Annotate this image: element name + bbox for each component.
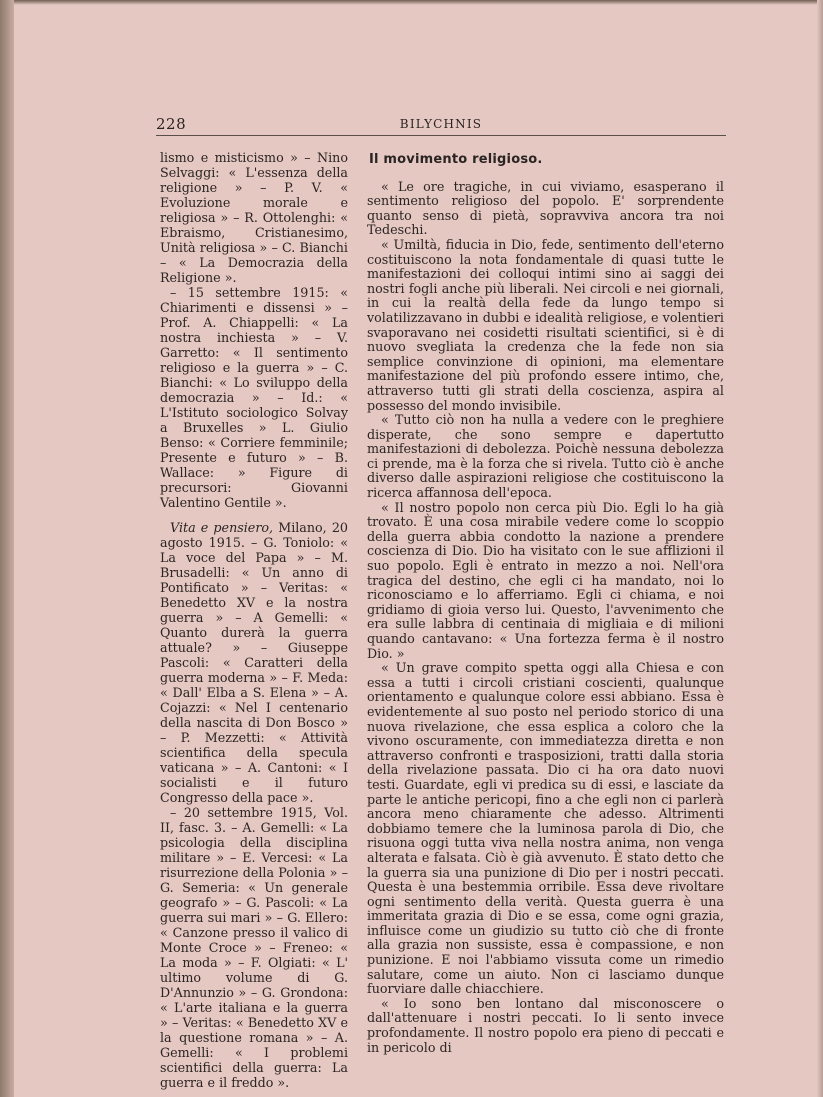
section-title: Il movimento religioso. [369,152,543,167]
header-rule [156,135,726,136]
running-title: BILYCHNIS [399,117,483,131]
right-paragraph: « Il nostro popolo non cerca più Dio. Egli lo ha già trovato. È una cosa mirabile vedere come lo scoppio della guerra abbia condotto la nazione a prendere coscienza di Dio. Dio ha visitato con le sue afflizioni il suo popolo. Egli è entrato in mezzo a noi. Nell'ora tragica del destino, che egli ci ha mandato, noi lo riconosciamo e lo afferriamo. Egli ci chiama, e noi gridiamo di gioia verso lui. Questo, l'avvenimento che era sulle labbra di centinaia di migliaia e di milioni quando cantavano: « Una fortezza ferma è il nostro Dio. » [367,499,724,661]
running-header [156,115,726,135]
left-paragraph-4: – 20 settembre 1915, Vol. II, fasc. 3. – A. Gemelli: « La psicologia della disciplina militare » – E. Vercesi: « La risurrezione della Polonia » – G. Semeria: « Un generale geografo » – G. Pascoli: « La guerra sui mari » – G. Ellero: « Canzone presso il valico di Monte Croce » – Freneo: « La moda » – F. Olgiati: « L' ultimo volume di G. D'Annunzio » – G. Grondona: « L'arte italiana e la guerra » – Veritas: « Benedetto XV e la questione romana » – A. Gemelli: « I problemi scientifici della guerra: La guerra e il freddo ». [160,805,348,1090]
right-paragraph: « Le ore tragiche, in cui viviamo, esasperano il sentimento religioso del popolo. E' sorprendente quanto senso di pietà, sopravviva ancora tra noi Tedeschi. [367,178,724,238]
journal-title: Vita e pensiero, [170,520,274,535]
left-paragraph-3-text: Milano, 20 agosto 1915. – G. Toniolo: « La voce del Papa » – M. Brusadelli: « Un anno di Pontificato » – Veritas: « Benedetto XV e la nostra guerra » – A Gemelli: « Quanto durerà la guerra attuale? » – Giuseppe Pascoli: « Caratteri della guerra moderna » – F. Meda: « Dall' Elba a S. Elena » – A. Cojazzi: « Nel I centenario della nascita di Don Bosco » – P. Mezzetti: « Attività scientifica della specula vaticana » – A. Cantoni: « I socialisti e il futuro Congresso della pace ». [160,520,348,805]
page-binding-edge [0,0,14,1097]
left-paragraph-3 [160,520,348,805]
left-paragraph-1: lismo e misticismo » – Nino Selvaggi: « L'essenza della religione » – P. V. « Evoluzione morale e religiosa » – R. Ottolenghi: « Ebraismo, Cristianesimo, Unità religiosa » – C. Bianchi – « La Democrazia della Religione ». [160,150,348,285]
right-paragraph: « Un grave compito spetta oggi alla Chiesa e con essa a tutti i circoli cristiani coscienti, qualunque orientamento e qualunque colore essi abbiano. Essa è evidentemente al suo posto nel periodo storico di una nuova rivelazione, che essa esplica a coloro che la vivono oscuramente, con immediatezza diretta e non attraverso confronti e trasposizioni, tratti dalla storia della rivelazione passata. Dio ci ha ora dato nuovi testi. Guardate, egli vi predica su di essi, e lasciate da parte le antiche pericopi, fino a che egli non ci parlerà ancora meno chiaramente che adesso. Altrimenti dobbiamo temere che la luminosa parola di Dio, che risuona oggi tutta viva nella nostra anima, non venga alterata e falsata. Ciò è già avvenuto. È stato detto che la guerra sia una punizione di Dio per i nostri peccati. Questa è una bestemmia orribile. Essa deve rivoltare ogni sentimento della verità. Questa guerra è una immeritata grazia di Dio e se essa, come ogni grazia, influisce come un giudizio su tutto ciò che di fronte alla grazia non sussiste, essa è compassione, e non punizione. E noi l'abbiamo vissuta come un rimedio salutare, come un aiuto. Non ci lasciamo dunque fuorviare dalle chiacchiere. [367,660,724,997]
right-paragraph: « Tutto ciò non ha nulla a vedere con le preghiere disperate, che sono sempre e dapertutto manifestazioni di debolezza. Poichè nessuna debolezza ci prende, ma è la forza che si rivela. Tutto ciò è anche diverso dalle aspirazioni religiose che costituiscono la ricerca affannosa dell'epoca. [367,412,724,501]
left-column [160,150,348,1090]
page-number: 228 [156,115,187,133]
right-column [367,153,724,1055]
left-paragraph-2: – 15 settembre 1915: « Chiarimenti e dissensi » – Prof. A. Chiappelli: « La nostra inchiesta » – V. Garretto: « Il sentimento religioso e la guerra » – C. Bianchi: « Lo sviluppo della democrazia » – Id.: « L'Istituto sociologico Solvay a Bruxelles » L. Giulio Benso: « Corriere femminile; Presente e futuro » – B. Wallace: » Figure di precursori: Giovanni Valentino Gentile ». [160,285,348,510]
right-paragraph: « Io sono ben lontano dal misconoscere o dall'attenuare i nostri peccati. Io li sento invece profondamente. Il nostro popolo era pieno di peccati e in pericolo di [367,995,724,1055]
page-top-shadow [0,0,823,5]
right-paragraph: « Umiltà, fiducia in Dio, fede, sentimento dell'eterno costituiscono la nota fondamentale di quasi tutte le manifestazioni dei colloqui intimi sino ai saggi dei nostri fogli anche più liberali. Nei circoli e nei giornali, in cui la realtà della fede da lungo tempo si volatilizzavano in dubbi e idealità religiose, e volentieri svaporavano nei cosidetti risultati scientifici, si è di nuovo svegliata la credenza che la fede non sia semplice convinzione di opinioni, ma elementare manifestazione del più profondo essere intimo, che, attraverso tutti gli strati della coscienza, aspira al possesso del mondo invisibile. [367,236,724,413]
page-outer-edge [817,0,823,1097]
